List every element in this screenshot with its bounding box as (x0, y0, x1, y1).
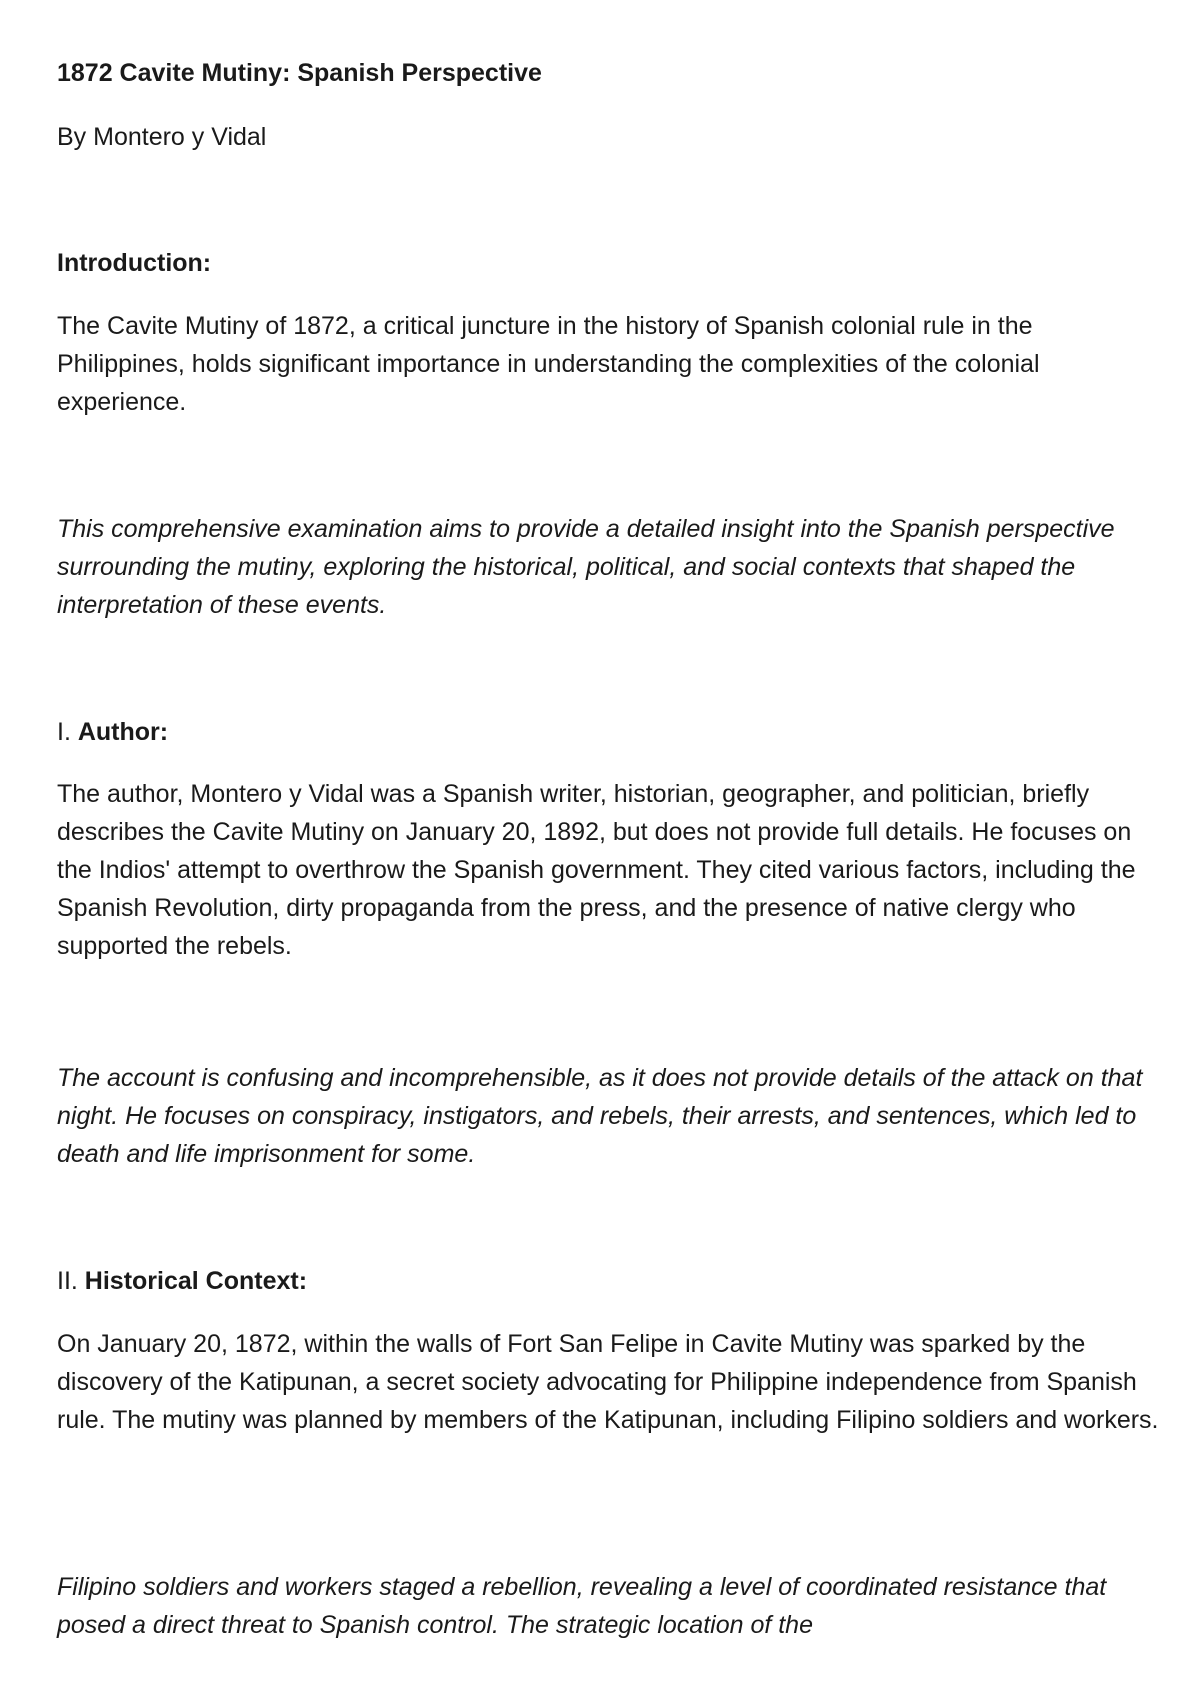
author-paragraph: The author, Montero y Vidal was a Spanish writer, historian, geographer, and politician, briefly describes the Cavite Mutiny on January 20, 1892, but does not provide full details. He focuses on the Indios' attempt to overthrow the Spanish government. They cited various factors, including the Spanish Revolution, dirty propaganda from the press, and the presence of native clergy who supported the rebels. (57, 780, 1136, 960)
introduction-heading: Introduction: (57, 249, 212, 277)
author-section-heading (57, 713, 1167, 751)
section-heading-text: Author: (77, 718, 169, 746)
author-italic-paragraph: The account is confusing and incomprehensible, as it does not provide details of the attack on that night. He focuses on conspiracy, instigators, and rebels, their arrests, and sentences, which led to death and life imprisonment for some. (57, 1064, 1143, 1168)
historical-context-heading (57, 1262, 1167, 1300)
section-numeral: II. (57, 1267, 78, 1295)
introduction-italic-paragraph: This comprehensive examination aims to provide a detailed insight into the Spanish perspective surrounding the mutiny, exploring the historical, political, and social contexts that shaped the interpretation of these events. (57, 515, 1115, 619)
historical-context-italic-paragraph: Filipino soldiers and workers staged a rebellion, revealing a level of coordinated resistance that posed a direct threat to Spanish control. The strategic location of the (57, 1573, 1107, 1639)
section-heading-text: Historical Context: (84, 1267, 308, 1295)
historical-context-paragraph: On January 20, 1872, within the walls of Fort San Felipe in Cavite Mutiny was sparked by the discovery of the Katipunan, a secret society advocating for Philippine independence from Spanish rule. The mutiny was planned by members of the Katipunan, including Filipino soldiers and workers. (57, 1330, 1159, 1434)
section-numeral: I. (57, 718, 71, 746)
introduction-paragraph: The Cavite Mutiny of 1872, a critical juncture in the history of Spanish colonial rule in the Philippines, holds significant importance in understanding the complexities of the colonial experience. (57, 312, 1040, 416)
document-title: 1872 Cavite Mutiny: Spanish Perspective (57, 59, 542, 87)
byline: By Montero y Vidal (57, 123, 267, 151)
